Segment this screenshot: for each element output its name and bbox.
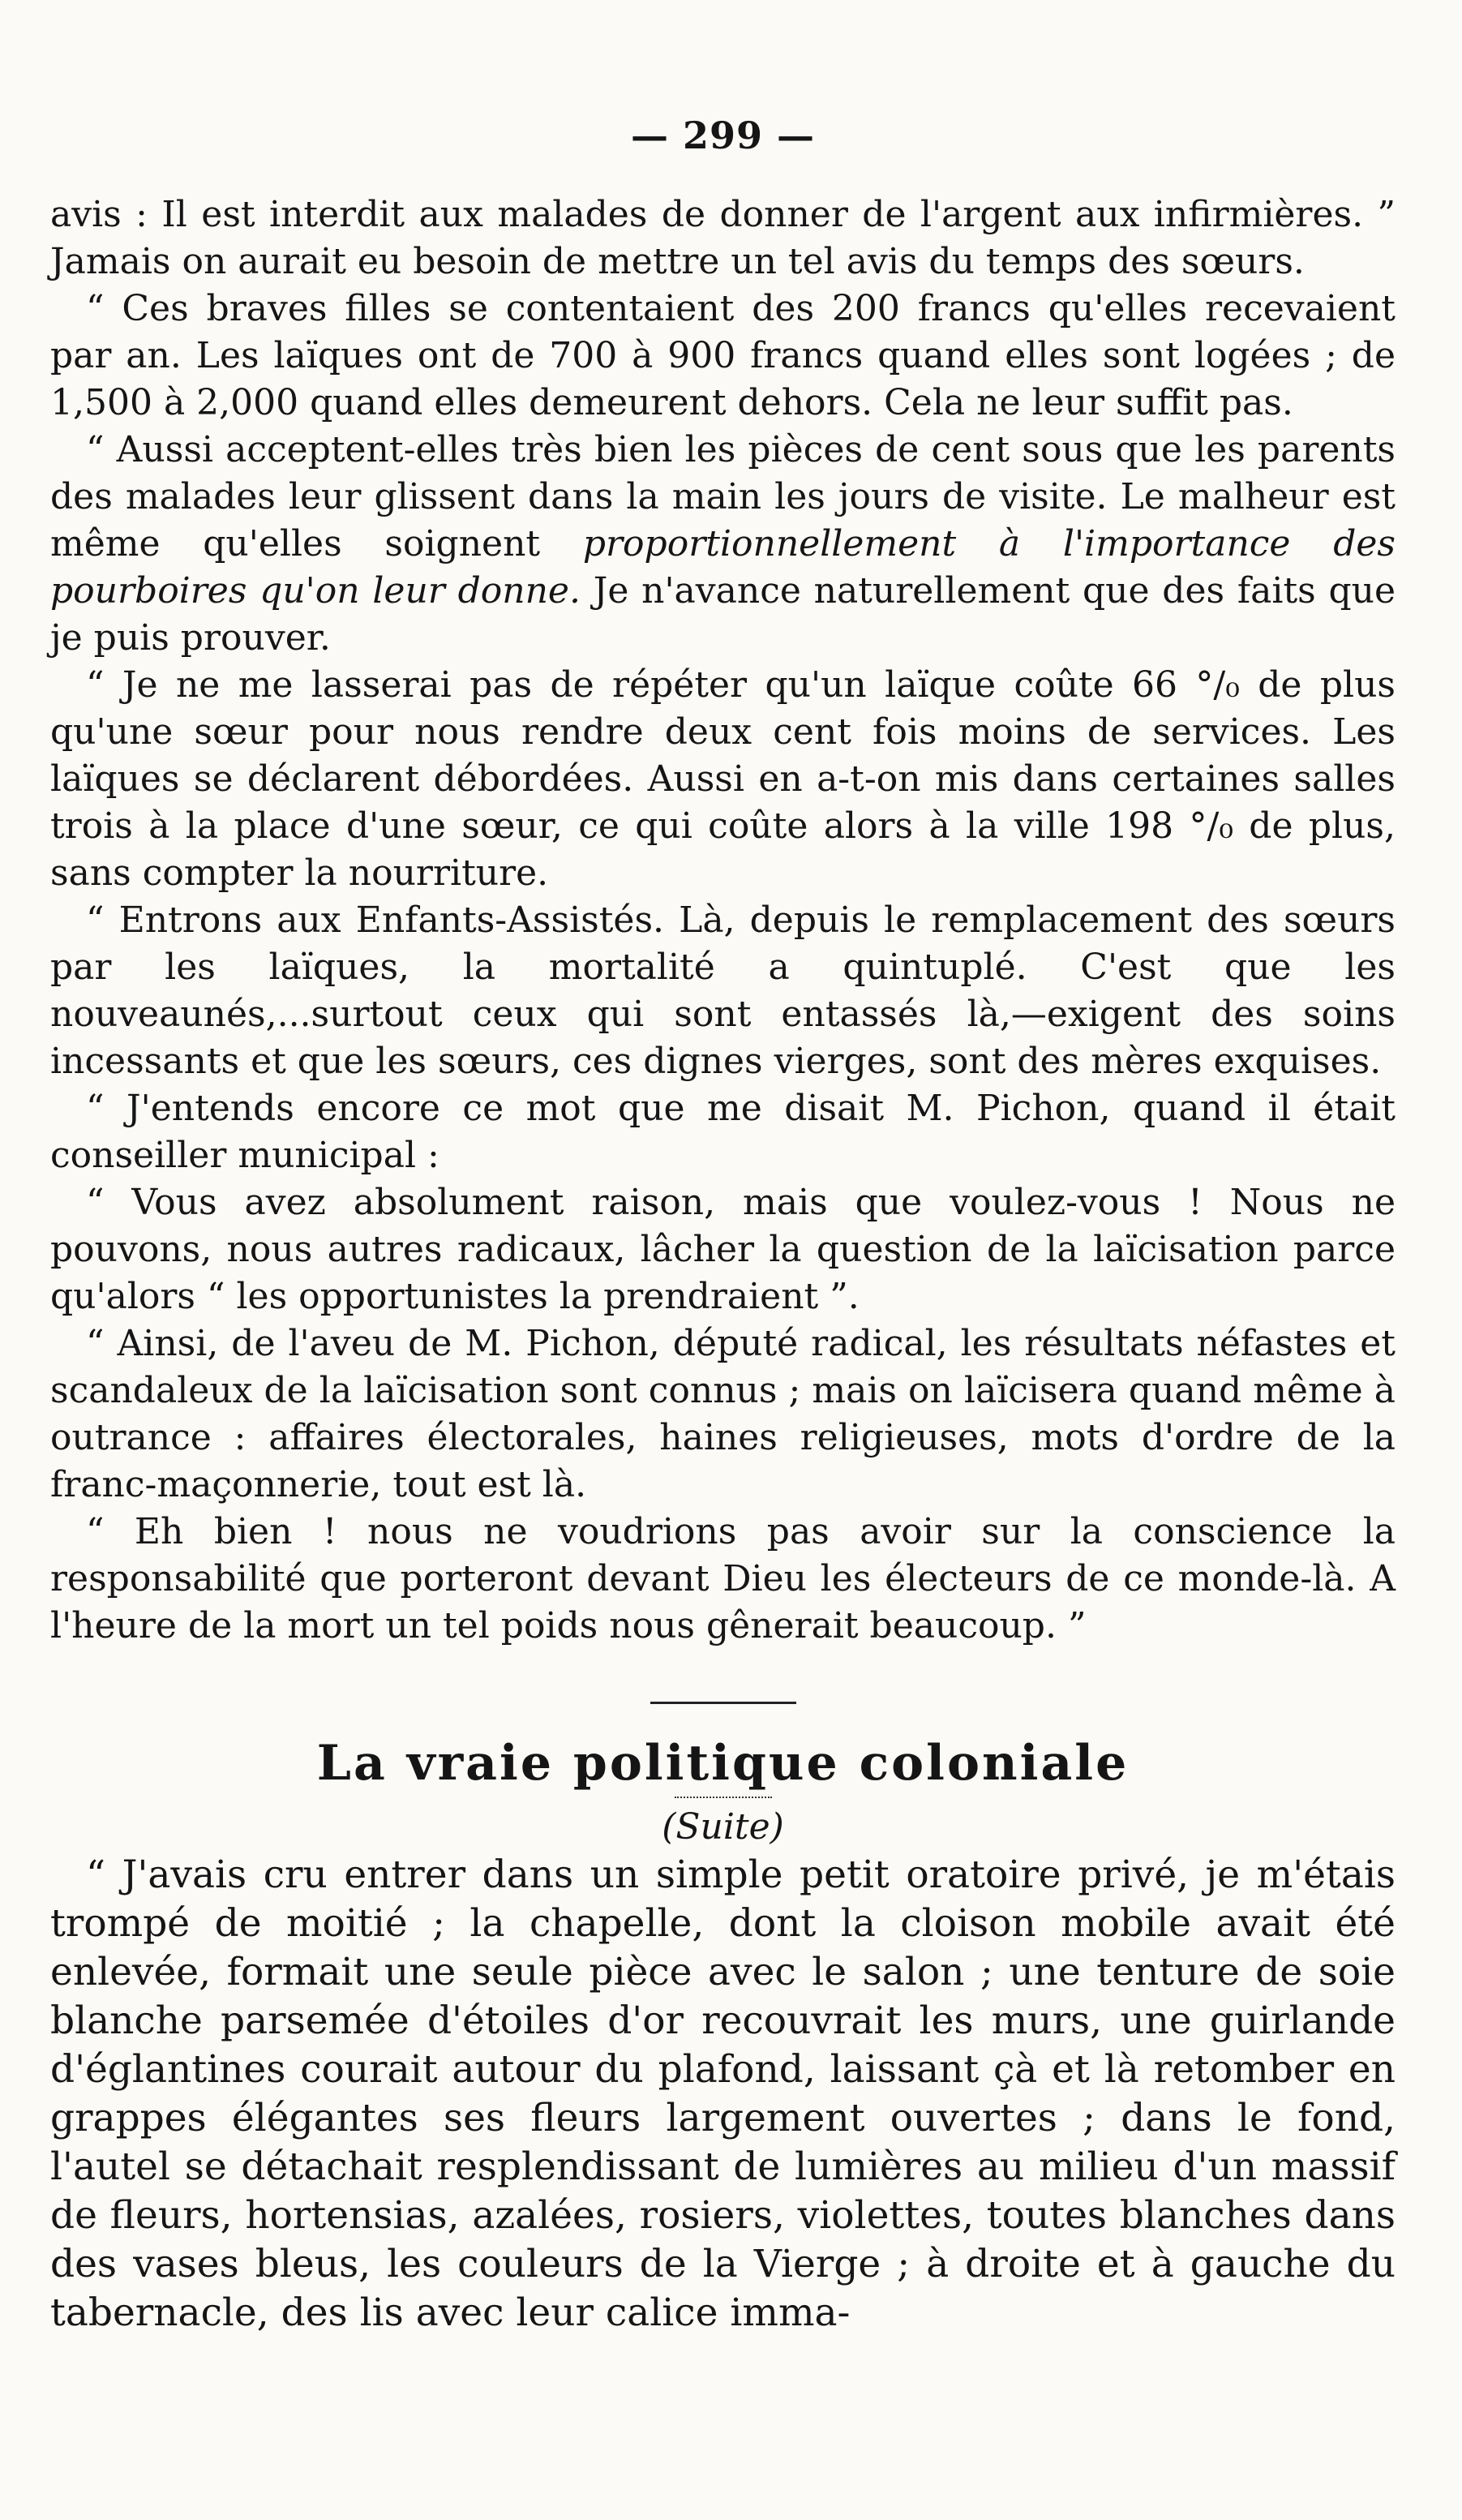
paragraph xyxy=(50,427,1396,662)
paragraph: “ Eh bien ! nous ne voudrions pas avoir sur la conscience la responsabilité que porteront devant Dieu les électeurs de ce monde-là. A l'heure de la mort un tel poids nous gênerait beaucoup. ” xyxy=(50,1511,1396,1646)
article-body xyxy=(50,1851,1396,2338)
section-divider xyxy=(650,1702,796,1704)
paragraph: “ Entrons aux Enfants-Assistés. Là, depuis le remplacement des sœurs par les laïques, la mortalité a quintuplé. C'est que les nouveaunés,...surtout ceux qui sont entassés là,—exigent des soins incessants et que les sœurs, ces dignes vierges, sont des mères exquises. xyxy=(50,899,1396,1082)
paragraph: “ J'avais cru entrer dans un simple petit oratoire privé, je m'étais trompé de moitié ; la chapelle, dont la cloison mobile avait été enlevée, formait une seule pièce avec le salon ; une tenture de soie blanche parsemée d'étoiles d'or recouvrait les murs, une guirlande d'églantines courait autour du plafond, laissant çà et là retomber en grappes élégantes ses fleurs largement ouvertes ; dans le fond, l'autel se détachait resplendissant de lumières au milieu d'un massif de fleurs, hortensias, azalées, rosiers, violettes, toutes blanches dans des vases bleus, les couleurs de la Vierge ; à droite et à gauche du tabernacle, des lis avec leur calice imma- xyxy=(50,1852,1396,2335)
paragraph: avis : Il est interdit aux malades de donner de l'argent aux infirmières. ” Jamais on aurait eu besoin de mettre un tel avis du temps des sœurs. xyxy=(50,194,1396,282)
title-underline xyxy=(675,1797,772,1798)
paragraph: “ Ces braves filles se contentaient des 200 francs qu'elles recevaient par an. Les laïques ont de 700 à 900 francs quand elles sont logées ; de 1,500 à 2,000 quand elles demeurent dehors. Cela ne leur suffit pas. xyxy=(50,288,1396,423)
paragraph: “ Je ne me lasserai pas de répéter qu'un laïque coûte 66 °/₀ de plus qu'une sœur pour nous rendre deux cent fois moins de services. Les laïques se déclarent débordées. Aussi en a-t-on mis dans certaines salles trois à la place d'une sœur, ce qui coûte alors à la ville 198 °/₀ de plus, sans compter la nourriture. xyxy=(50,664,1396,894)
paragraph: “ J'entends encore ce mot que me disait M. Pichon, quand il était conseiller municipal : xyxy=(50,1088,1396,1176)
italic-phrase: proportionnellement à l'importance des pourboires qu'on leur donne. xyxy=(50,523,1396,612)
paragraph: “ Vous avez absolument raison, mais que voulez-vous ! Nous ne pouvons, nous autres radicaux, lâcher la question de la laïcisation parce qu'alors “ les opportunistes la prendraient ”. xyxy=(50,1182,1396,1317)
section-title: La vraie politique coloniale xyxy=(316,1735,1130,1792)
paragraph: “ Ainsi, de l'aveu de M. Pichon, député radical, les résultats néfastes et scandaleux de la laïcisation sont connus ; mais on laïcisera quand même à outrance : affaires électorales, haines religieuses, mots d'ordre de la franc-maçonnerie, tout est là. xyxy=(50,1323,1396,1505)
paragraph-text: “ Aussi acceptent-elles très bien les pièces de cent sous que les parents des malades leur glissent dans la main les jours de visite. Le malheur est même qu'elles soignent xyxy=(50,429,1396,565)
paragraph-text: Je n'avance naturellement que des faits que je puis prouver. xyxy=(50,570,1396,659)
page-number: — 299 — xyxy=(630,114,816,157)
section-subtitle: (Suite) xyxy=(662,1806,784,1848)
article-continuation xyxy=(50,191,1396,1650)
